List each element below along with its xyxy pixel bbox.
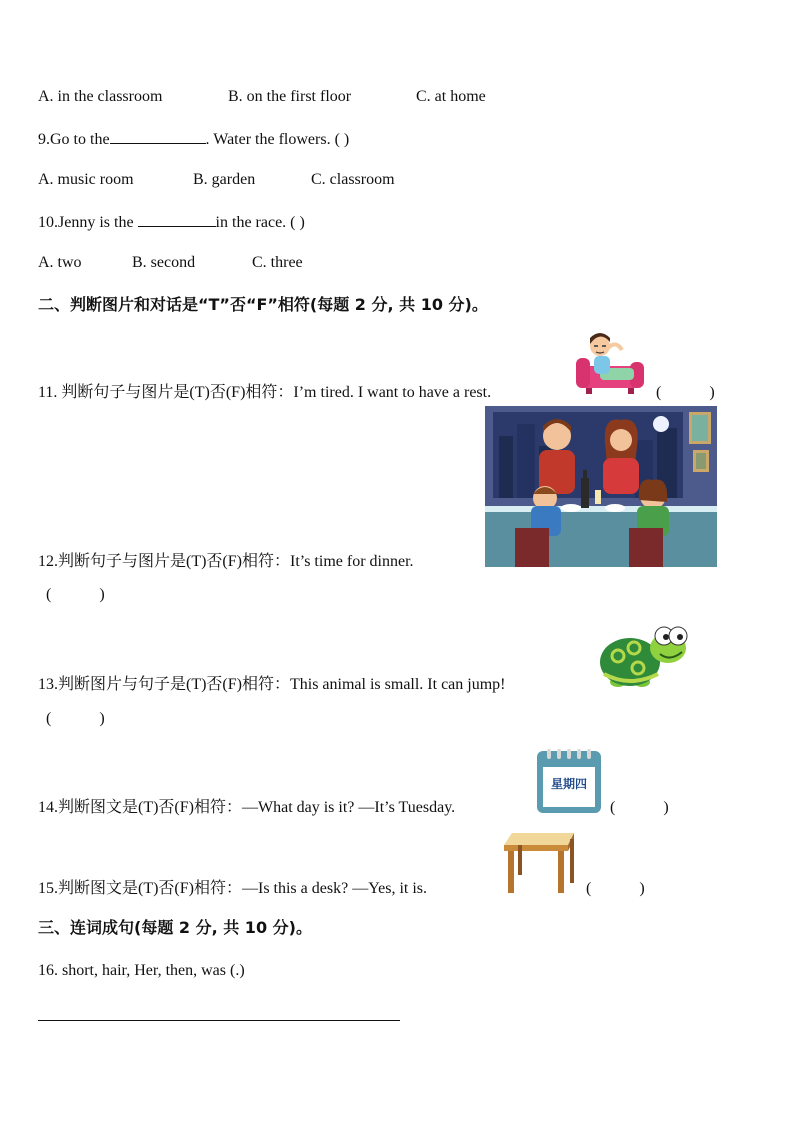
q9-text-after: . Water the flowers. ( ) <box>205 131 350 148</box>
tired-person-sofa-icon <box>572 328 650 398</box>
q12-answer-parens[interactable]: ( ) <box>46 586 105 603</box>
q10-option-b: B. second <box>132 254 196 271</box>
question-11: 11. 判断句子与图片是(T)否(F)相符：I’m tired. I want to have a rest. <box>38 384 492 401</box>
section-2-title: 二、判断图片和对话是“T”否“F”相符(每题 2 分, 共 10 分)。 <box>38 295 488 314</box>
q15-answer-parens[interactable]: ( ) <box>586 880 645 897</box>
q10-text-before: 10.Jenny is the <box>38 214 138 231</box>
q9-text-before: 9.Go to the <box>38 131 110 148</box>
section-3-title: 三、连词成句(每题 2 分, 共 10 分)。 <box>38 918 312 937</box>
q13-answer-parens[interactable]: ( ) <box>46 710 105 727</box>
q8-option-b: B. on the first floor <box>228 88 352 105</box>
question-16: 16. short, hair, Her, then, was (.) <box>38 962 245 979</box>
family-dinner-picture <box>485 406 717 567</box>
question-9 <box>38 129 349 150</box>
q9-options <box>38 170 395 190</box>
table-icon <box>500 831 578 895</box>
q10-text-after: in the race. ( ) <box>215 214 305 231</box>
q9-option-a: A. music room <box>38 171 134 188</box>
q11-answer-parens[interactable]: ( ) <box>656 384 715 401</box>
turtle-icon <box>598 618 690 690</box>
q10-option-c: C. three <box>252 254 303 271</box>
question-15: 15.判断图文是(T)否(F)相符：—Is this a desk? —Yes, it is. <box>38 880 428 897</box>
q9-option-c: C. classroom <box>311 171 395 188</box>
q14-answer-parens[interactable]: ( ) <box>610 799 669 816</box>
q9-option-b: B. garden <box>193 171 256 188</box>
q8-option-a: A. in the classroom <box>38 88 163 105</box>
calendar-label: 星期四 <box>550 777 587 791</box>
calendar-icon <box>535 747 603 815</box>
q8-options <box>38 87 486 107</box>
q8-option-c: C. at home <box>416 88 486 105</box>
question-13: 13.判断图片与句子是(T)否(F)相符：This animal is small. It can jump! <box>38 676 506 693</box>
q16-answer-line[interactable] <box>38 1020 400 1021</box>
q10-options <box>38 253 303 273</box>
q9-blank[interactable] <box>110 129 206 144</box>
question-14: 14.判断图文是(T)否(F)相符：—What day is it? —It’s Tuesday. <box>38 799 456 816</box>
question-12: 12.判断句子与图片是(T)否(F)相符：It’s time for dinner. <box>38 553 414 570</box>
q10-blank[interactable] <box>138 212 216 227</box>
q10-option-a: A. two <box>38 254 82 271</box>
question-10 <box>38 212 305 233</box>
